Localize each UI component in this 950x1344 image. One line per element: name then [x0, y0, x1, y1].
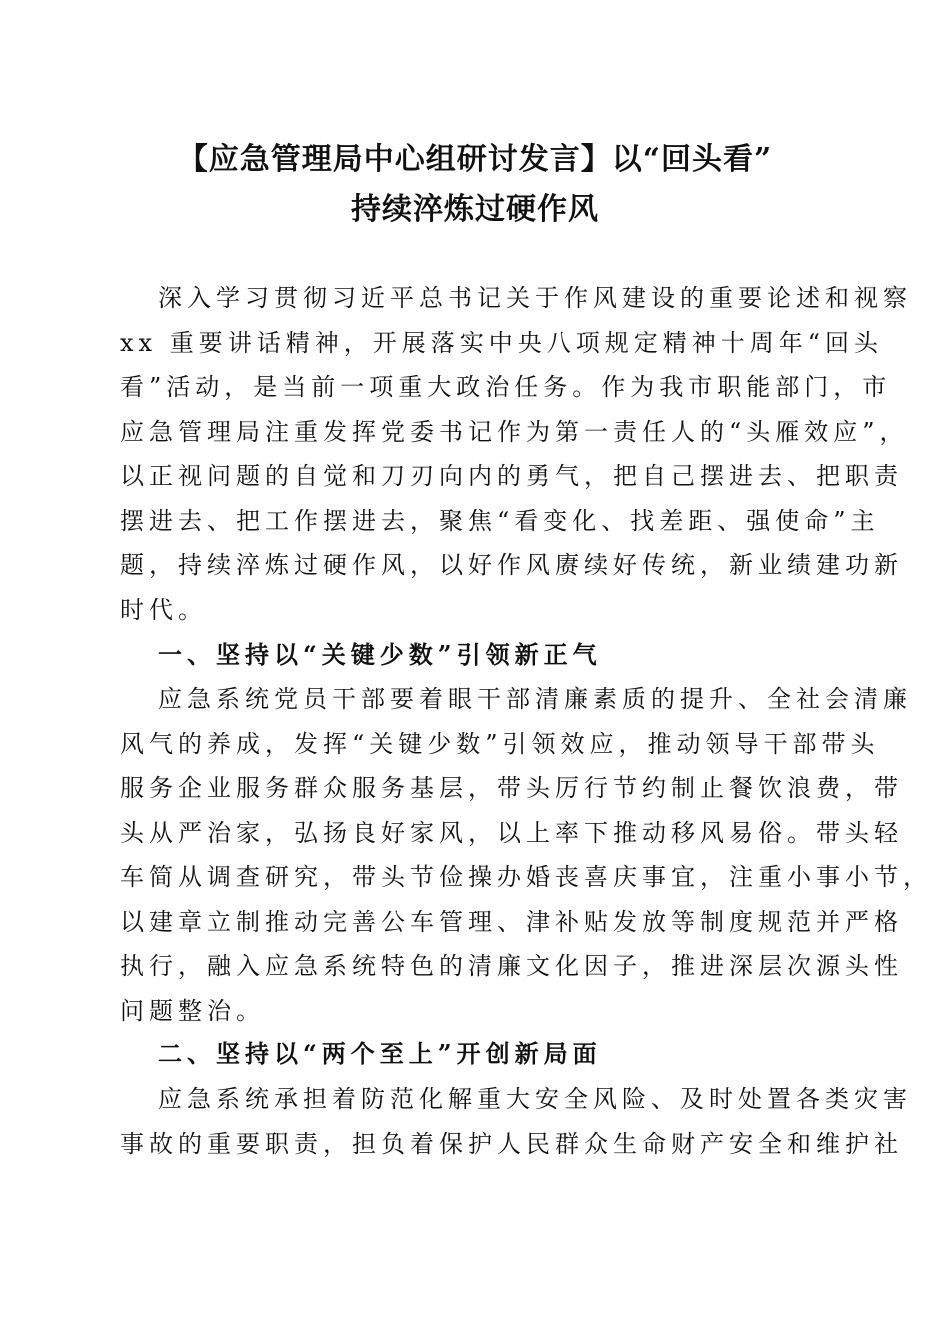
text-line: 以建章立制推动完善公车管理、津补贴发放等制度规范并严格 [120, 907, 903, 936]
text-line: 车简从调查研究，带头节俭操办婚丧喜庆事宜，注重小事小节， [120, 863, 932, 891]
text-line: 摆进去、把工作摆进去，聚焦“看变化、找差距、强使命”主 [120, 506, 880, 535]
text-line: 时代。 [120, 595, 207, 624]
text-line: 事故的重要职责，担负着保护人民群众生命财产安全和维护社 [120, 1129, 903, 1158]
text-line: xx 重要讲话精神，开展落实中央八项规定精神十周年“回头 [120, 328, 883, 357]
text-line: 执行，融入应急系统特色的清廉文化因子，推进深层次源头性 [120, 952, 903, 980]
paragraph-intro [120, 276, 912, 632]
text-line: 问题整治。 [120, 996, 265, 1025]
text-line: 看”活动，是当前一项重大政治任务。作为我市职能部门，市 [120, 373, 892, 401]
section-heading-2-block [120, 1032, 830, 1077]
section-heading: 二、坚持以“两个至上”开创新局面 [158, 1039, 602, 1068]
text-line: 以正视问题的自觉和刀刃向内的勇气，把自己摆进去、把职责 [120, 462, 903, 490]
section-heading-1-block [120, 633, 830, 678]
text-line: 头从严治家，弘扬良好家风，以上率下推动移风易俗。带头轻 [120, 818, 903, 847]
paragraph-section-2 [120, 1077, 912, 1166]
text-line: 题，持续淬炼过硬作风，以好作风赓续好传统，新业绩建功新 [120, 551, 903, 579]
text-line: 风气的养成，发挥“关键少数”引领效应，推动领导干部带头 [120, 729, 880, 758]
text-line: 深入学习贯彻习近平总书记关于作风建设的重要论述和视察 [158, 284, 912, 312]
text-line: 应急管理局注重发挥党委书记作为第一责任人的“头雁效应”， [120, 417, 909, 446]
text-line: 应急系统党员干部要着眼干部清廉素质的提升、全社会清廉 [158, 685, 912, 713]
document-title-line-1: 【应急管理局中心组研讨发言】以“回头看” [177, 142, 773, 177]
text-line: 服务企业服务群众服务基层，带头厉行节约制止餐饮浪费，带 [120, 774, 903, 802]
section-heading: 一、坚持以“关键少数”引领新正气 [158, 640, 602, 669]
paragraph-section-1 [120, 677, 932, 1033]
text-line: 应急系统承担着防范化解重大安全风险、及时处置各类灾害 [158, 1085, 912, 1113]
document-title-line-2: 持续淬炼过硬作风 [351, 192, 599, 227]
